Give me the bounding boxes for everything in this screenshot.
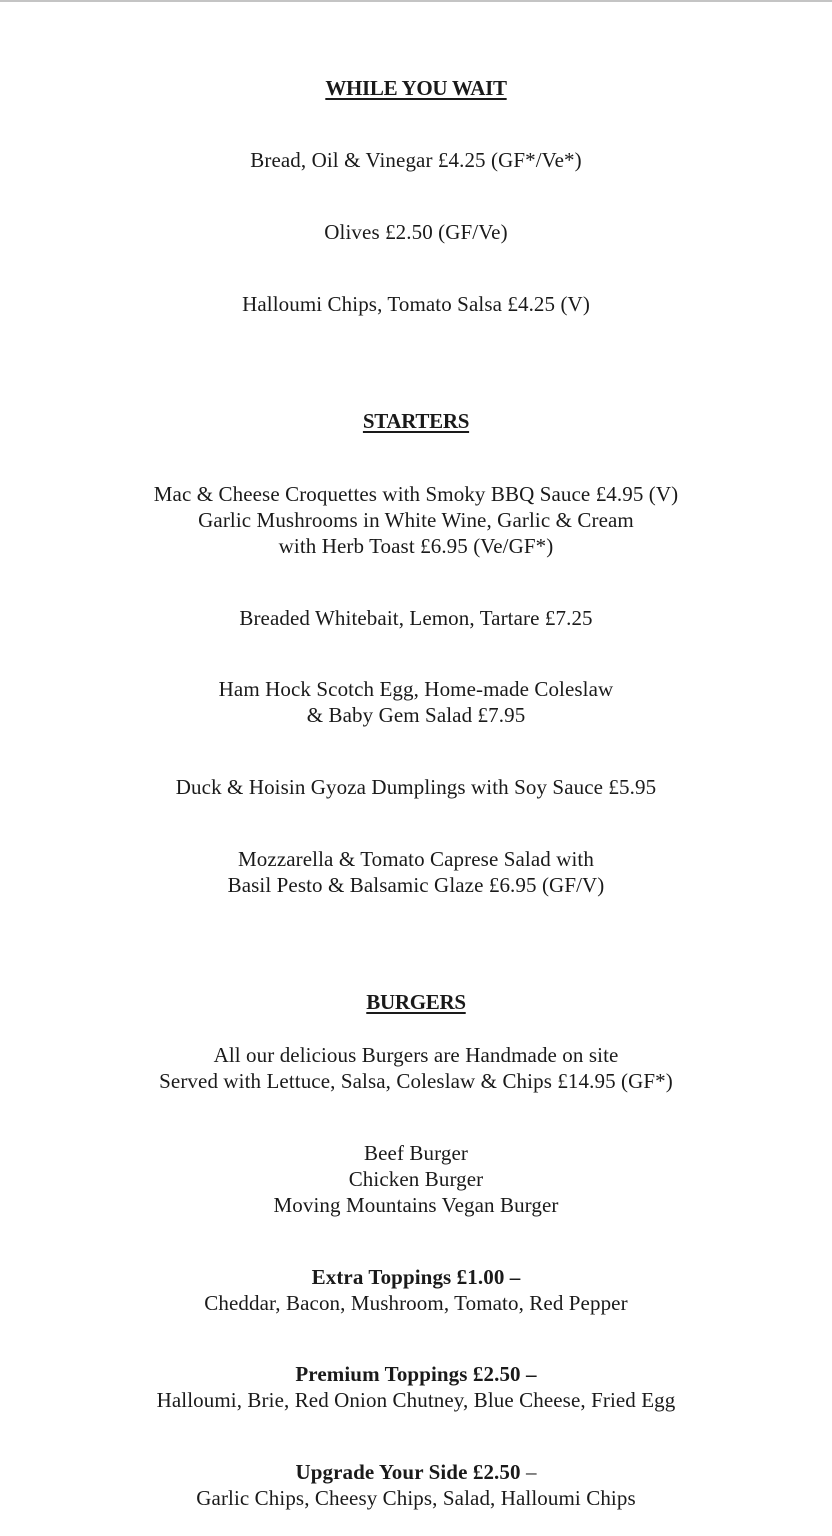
upgrade-side-title-text: Upgrade Your Side £2.50: [295, 1460, 521, 1484]
menu-item: Olives £2.50 (GF/Ve): [324, 220, 508, 244]
section-heading-while-you-wait: WHILE YOU WAIT: [325, 76, 507, 100]
upgrade-side-options: Garlic Chips, Cheesy Chips, Salad, Halloumi Chips: [196, 1486, 636, 1510]
menu-item: Mac & Cheese Croquettes with Smoky BBQ Sauce £4.95 (V): [153, 482, 679, 506]
burger-item: Moving Mountains Vegan Burger: [273, 1193, 559, 1217]
menu-item-continued: & Baby Gem Salad £7.95: [306, 703, 526, 727]
extra-toppings-options: Cheddar, Bacon, Mushroom, Tomato, Red Pepper: [204, 1291, 628, 1315]
menu-item-continued: with Herb Toast £6.95 (Ve/GF*): [278, 534, 554, 558]
menu-item: Bread, Oil & Vinegar £4.25 (GF*/Ve*): [250, 148, 582, 172]
premium-toppings-options: Halloumi, Brie, Red Onion Chutney, Blue Cheese, Fried Egg: [156, 1388, 676, 1412]
burger-item: Chicken Burger: [348, 1167, 484, 1191]
premium-toppings-title: [0, 1361, 832, 1387]
extra-toppings-title: [0, 1264, 832, 1290]
premium-toppings-title-text: Premium Toppings £2.50 –: [295, 1362, 537, 1386]
burgers-intro: Served with Lettuce, Salsa, Coleslaw & Chips £14.95 (GF*): [159, 1069, 673, 1093]
extra-toppings-title-text: Extra Toppings £1.00 –: [311, 1265, 521, 1289]
menu-item: Halloumi Chips, Tomato Salsa £4.25 (V): [242, 292, 590, 316]
menu-item: Garlic Mushrooms in White Wine, Garlic & Cream: [198, 508, 634, 532]
menu-item: Ham Hock Scotch Egg, Home-made Coleslaw: [218, 677, 614, 701]
menu-item: Breaded Whitebait, Lemon, Tartare £7.25: [239, 606, 593, 630]
menu-item-continued: Basil Pesto & Balsamic Glaze £6.95 (GF/V): [227, 873, 605, 897]
top-border: [0, 0, 832, 2]
menu-item: Mozzarella & Tomato Caprese Salad with: [238, 847, 594, 871]
upgrade-side-title: [0, 1459, 832, 1485]
section-heading-burgers: BURGERS: [366, 990, 466, 1014]
burgers-intro: All our delicious Burgers are Handmade on site: [213, 1043, 619, 1067]
section-heading-starters: STARTERS: [362, 409, 470, 433]
upgrade-side-dash: –: [520, 1460, 537, 1484]
burger-item: Beef Burger: [364, 1141, 468, 1165]
menu-item: Duck & Hoisin Gyoza Dumplings with Soy Sauce £5.95: [175, 775, 657, 799]
